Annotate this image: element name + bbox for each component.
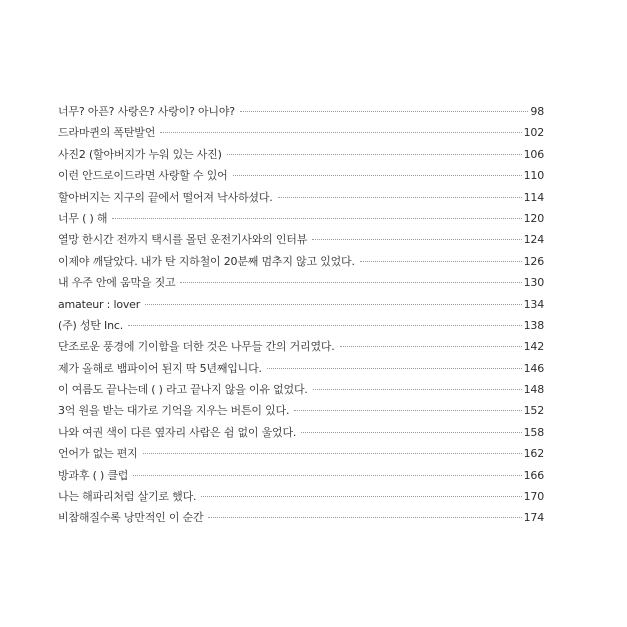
toc-entry-page: 102 (523, 126, 544, 140)
toc-entry-title: 드라마퀸의 폭탄발언 (58, 126, 156, 140)
toc-entry-page: 126 (523, 254, 544, 268)
toc-entry-page: 152 (523, 404, 544, 418)
dotted-leader (294, 410, 521, 411)
toc-entry[interactable] (58, 101, 544, 122)
toc-entry-title: 열망 한시간 전까지 택시를 몰던 운전기사와의 인터뷰 (58, 233, 308, 247)
dotted-leader (112, 218, 521, 219)
dotted-leader (128, 325, 522, 326)
dotted-leader (180, 282, 521, 283)
toc-entry-title: 단조로운 풍경에 기이함을 더한 것은 나무들 간의 거리였다. (58, 340, 335, 354)
toc-entry-page: 114 (523, 190, 544, 204)
toc-entry-page: 130 (523, 276, 544, 290)
toc-entry[interactable] (58, 122, 544, 143)
toc-entry-title: 제가 올해로 뱀파이어 된지 딱 5년째입니다. (58, 361, 262, 375)
toc-entry[interactable] (58, 187, 544, 208)
toc-entry[interactable] (58, 465, 544, 486)
toc-entry-page: 146 (523, 361, 544, 375)
toc-entry[interactable] (58, 315, 544, 336)
toc-entry-page: 170 (523, 490, 544, 504)
toc-entry-title: 할아버지는 지구의 끝에서 떨어져 낙사하셨다. (58, 190, 273, 204)
dotted-leader (145, 304, 522, 305)
toc-entry[interactable] (58, 443, 544, 464)
toc-entry[interactable] (58, 358, 544, 379)
toc-entry-page: 134 (523, 297, 544, 311)
toc-entry-title: (주) 성탄 Inc. (58, 318, 124, 332)
toc-entry[interactable] (58, 507, 544, 528)
toc-entry-title: 내 우주 안에 움막을 짓고 (58, 276, 176, 290)
toc-entry-title: 방과후 ( ) 클럽 (58, 468, 129, 482)
dotted-leader (312, 239, 521, 240)
toc-entry-title: 너무 ( ) 해 (58, 211, 108, 225)
toc-entry[interactable] (58, 165, 544, 186)
toc-entry-title: 3억 원을 받는 대가로 기억을 지우는 버튼이 있다. (58, 404, 290, 418)
toc-entry-page: 148 (523, 383, 544, 397)
toc-entry[interactable] (58, 144, 544, 165)
toc-entry[interactable] (58, 379, 544, 400)
dotted-leader (301, 432, 521, 433)
toc-entry-page: 174 (523, 511, 544, 525)
toc-entry-page: 124 (523, 233, 544, 247)
dotted-leader (227, 154, 522, 155)
toc-entry[interactable] (58, 400, 544, 421)
toc-entry-page: 106 (523, 147, 544, 161)
toc-entry-title: 이런 안드로이드라면 사랑할 수 있어 (58, 169, 228, 183)
toc-entry[interactable] (58, 294, 544, 315)
dotted-leader (143, 453, 522, 454)
toc-entry[interactable] (58, 251, 544, 272)
toc-entry-title: 언어가 없는 편지 (58, 447, 138, 461)
toc-entry-page: 162 (523, 447, 544, 461)
dotted-leader (208, 517, 521, 518)
toc-entry-page: 120 (523, 211, 544, 225)
dotted-leader (340, 346, 522, 347)
toc-entry-title: 너무? 아픈? 사랑은? 사랑이? 아니야? (58, 105, 235, 118)
toc-entry[interactable] (58, 422, 544, 443)
toc-entry-page: 142 (523, 340, 544, 354)
toc-entry[interactable] (58, 229, 544, 250)
toc-entry-title: amateur : lover (58, 297, 141, 311)
toc-entry-title: 나는 해파리처럼 살기로 했다. (58, 490, 197, 504)
toc-entry-page: 138 (523, 318, 544, 332)
dotted-leader (360, 261, 522, 262)
table-of-contents (58, 101, 544, 529)
dotted-leader (278, 197, 522, 198)
toc-entry-title: 이제야 깨달았다. 내가 탄 지하철이 20분째 멈추지 않고 있었다. (58, 254, 355, 268)
dotted-leader (201, 496, 521, 497)
toc-entry[interactable] (58, 486, 544, 507)
dotted-leader (233, 175, 522, 176)
toc-entry[interactable] (58, 272, 544, 293)
dotted-leader (133, 475, 521, 476)
dotted-leader (313, 389, 522, 390)
toc-entry-title: 이 여름도 끝나는데 ( ) 라고 끝나지 않을 이유 없었다. (58, 383, 308, 397)
toc-entry[interactable] (58, 336, 544, 357)
toc-entry-page: 166 (523, 468, 544, 482)
toc-entry-page: 158 (523, 425, 544, 439)
toc-entry-title: 나와 여권 색이 다른 옆자리 사람은 쉼 없이 울었다. (58, 425, 297, 439)
dotted-leader (240, 111, 528, 112)
dotted-leader (160, 132, 521, 133)
toc-entry[interactable] (58, 208, 544, 229)
toc-entry-page: 98 (530, 105, 544, 118)
toc-entry-title: 비참해질수록 낭만적인 이 순간 (58, 511, 204, 525)
toc-entry-page: 110 (523, 169, 544, 183)
toc-entry-title: 사진2 (할아버지가 누워 있는 사진) (58, 147, 222, 161)
dotted-leader (267, 368, 522, 369)
